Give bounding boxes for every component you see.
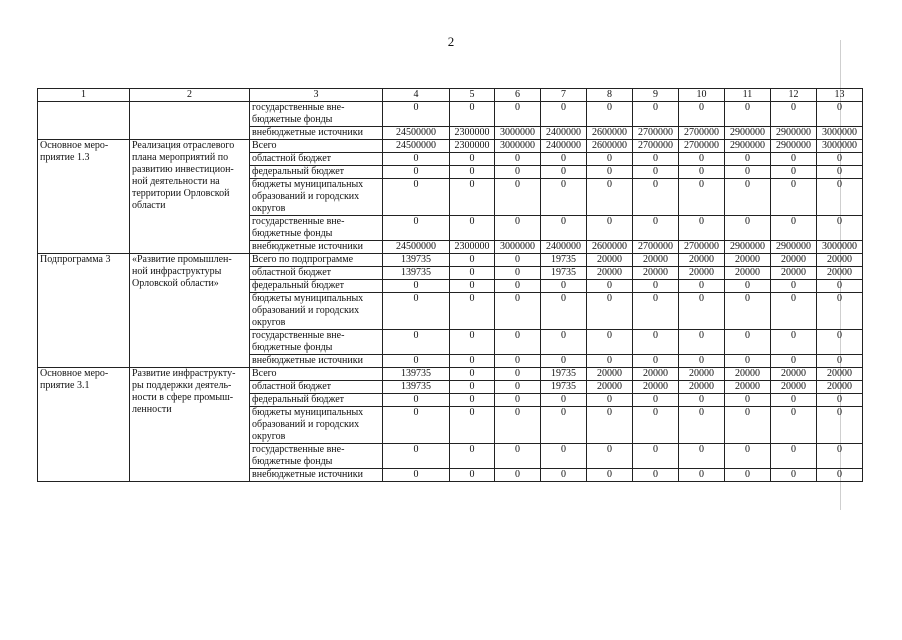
value-cell: 0 [495,407,541,444]
funding-source-cell: областной бюджет [250,267,383,280]
value-cell: 0 [771,407,817,444]
value-cell: 20000 [725,267,771,280]
value-cell: 0 [633,330,679,355]
value-cell: 0 [725,102,771,127]
value-cell: 3000000 [817,140,863,153]
value-cell: 24500000 [383,140,450,153]
value-cell: 0 [679,407,725,444]
value-cell: 0 [450,381,495,394]
value-cell: 2700000 [679,140,725,153]
value-cell: 0 [725,166,771,179]
value-cell: 0 [725,444,771,469]
activity-code-cell: Основное меро-приятие 1.3 [38,140,130,254]
value-cell: 0 [450,469,495,482]
value-cell: 0 [633,444,679,469]
value-cell: 0 [383,102,450,127]
funding-source-cell: внебюджетные источники [250,355,383,368]
value-cell: 0 [679,216,725,241]
value-cell: 0 [679,179,725,216]
budget-table [37,88,863,482]
value-cell: 0 [383,216,450,241]
funding-source-cell: федеральный бюджет [250,394,383,407]
value-cell: 0 [383,330,450,355]
value-cell: 0 [541,394,587,407]
value-cell: 0 [383,469,450,482]
value-cell: 0 [679,102,725,127]
value-cell: 0 [450,444,495,469]
value-cell: 20000 [725,254,771,267]
value-cell: 0 [633,407,679,444]
value-cell: 0 [771,179,817,216]
value-cell: 0 [450,267,495,280]
value-cell: 20000 [587,254,633,267]
value-cell: 0 [679,153,725,166]
table-row [38,102,863,127]
column-header: 3 [250,89,383,102]
value-cell: 139735 [383,368,450,381]
value-cell: 0 [679,469,725,482]
value-cell: 0 [633,179,679,216]
value-cell: 0 [633,280,679,293]
value-cell: 20000 [817,368,863,381]
value-cell: 0 [679,293,725,330]
value-cell: 0 [771,102,817,127]
value-cell: 0 [725,280,771,293]
funding-source-cell: внебюджетные источники [250,241,383,254]
value-cell: 2900000 [771,140,817,153]
value-cell: 0 [495,254,541,267]
value-cell: 0 [587,102,633,127]
value-cell: 0 [495,166,541,179]
value-cell: 24500000 [383,127,450,140]
value-cell: 0 [541,166,587,179]
value-cell: 0 [450,166,495,179]
value-cell: 0 [450,368,495,381]
column-header: 10 [679,89,725,102]
value-cell: 3000000 [495,241,541,254]
value-cell: 0 [450,102,495,127]
value-cell: 0 [450,394,495,407]
value-cell: 0 [679,355,725,368]
value-cell: 20000 [817,267,863,280]
value-cell: 0 [633,394,679,407]
value-cell: 0 [495,153,541,166]
funding-source-cell: бюджеты муниципальных образований и городских округов [250,293,383,330]
value-cell: 20000 [817,381,863,394]
value-cell: 0 [541,444,587,469]
funding-source-cell: областной бюджет [250,153,383,166]
value-cell: 0 [771,394,817,407]
value-cell: 0 [541,355,587,368]
funding-source-cell: бюджеты муниципальных образований и городских округов [250,179,383,216]
value-cell: 2900000 [725,127,771,140]
column-header: 6 [495,89,541,102]
value-cell: 0 [495,267,541,280]
value-cell: 0 [495,293,541,330]
value-cell: 0 [495,355,541,368]
column-header: 5 [450,89,495,102]
value-cell: 19735 [541,368,587,381]
value-cell: 20000 [679,368,725,381]
funding-source-cell: Всего [250,140,383,153]
value-cell: 0 [450,293,495,330]
value-cell: 20000 [633,381,679,394]
value-cell: 0 [679,444,725,469]
column-header: 11 [725,89,771,102]
value-cell: 0 [450,179,495,216]
value-cell: 0 [541,407,587,444]
value-cell: 0 [817,407,863,444]
column-header: 4 [383,89,450,102]
value-cell: 0 [541,102,587,127]
value-cell: 0 [495,469,541,482]
value-cell: 0 [383,444,450,469]
value-cell: 0 [633,166,679,179]
value-cell: 0 [450,355,495,368]
value-cell: 0 [495,381,541,394]
value-cell: 20000 [587,368,633,381]
funding-source-cell: Всего [250,368,383,381]
value-cell: 0 [679,330,725,355]
funding-source-cell: государственные вне-бюджетные фонды [250,330,383,355]
table-row [38,368,863,381]
value-cell: 0 [587,330,633,355]
value-cell: 20000 [633,267,679,280]
funding-source-cell: областной бюджет [250,381,383,394]
activity-code-cell: Подпрограмма 3 [38,254,130,368]
value-cell: 0 [495,394,541,407]
value-cell: 0 [817,444,863,469]
column-header: 13 [817,89,863,102]
value-cell: 0 [817,355,863,368]
value-cell: 0 [817,153,863,166]
value-cell: 139735 [383,381,450,394]
value-cell: 0 [725,355,771,368]
value-cell: 0 [587,293,633,330]
value-cell: 2700000 [679,127,725,140]
funding-source-cell: государственные вне-бюджетные фонды [250,444,383,469]
value-cell: 0 [817,469,863,482]
funding-source-cell: бюджеты муниципальных образований и городских округов [250,407,383,444]
value-cell: 0 [771,280,817,293]
value-cell: 0 [817,102,863,127]
value-cell: 0 [383,280,450,293]
value-cell: 0 [383,293,450,330]
value-cell: 0 [771,469,817,482]
column-header: 8 [587,89,633,102]
value-cell: 2300000 [450,127,495,140]
activity-code-cell [38,102,130,140]
value-cell: 2700000 [633,140,679,153]
funding-source-cell: внебюджетные источники [250,127,383,140]
value-cell: 3000000 [495,140,541,153]
value-cell: 0 [725,179,771,216]
value-cell: 0 [541,216,587,241]
value-cell: 0 [771,355,817,368]
value-cell: 0 [587,166,633,179]
value-cell: 0 [587,444,633,469]
column-header: 7 [541,89,587,102]
value-cell: 0 [587,355,633,368]
value-cell: 0 [633,469,679,482]
value-cell: 0 [383,166,450,179]
value-cell: 2900000 [771,127,817,140]
column-header: 2 [130,89,250,102]
value-cell: 20000 [771,368,817,381]
value-cell: 0 [725,407,771,444]
value-cell: 0 [587,469,633,482]
value-cell: 0 [633,216,679,241]
value-cell: 19735 [541,267,587,280]
value-cell: 3000000 [495,127,541,140]
value-cell: 0 [587,153,633,166]
value-cell: 0 [771,216,817,241]
value-cell: 20000 [771,267,817,280]
value-cell: 2700000 [679,241,725,254]
value-cell: 0 [587,394,633,407]
value-cell: 0 [725,330,771,355]
header-row [38,89,863,102]
value-cell: 0 [817,394,863,407]
value-cell: 0 [450,330,495,355]
value-cell: 0 [633,153,679,166]
funding-source-cell: государственные вне-бюджетные фонды [250,102,383,127]
value-cell: 3000000 [817,241,863,254]
value-cell: 0 [725,469,771,482]
value-cell: 0 [633,102,679,127]
value-cell: 2400000 [541,127,587,140]
value-cell: 3000000 [817,127,863,140]
value-cell: 0 [771,293,817,330]
value-cell: 0 [541,153,587,166]
value-cell: 20000 [679,254,725,267]
value-cell: 0 [679,394,725,407]
value-cell: 0 [587,216,633,241]
page-number: 2 [447,34,455,49]
value-cell: 2300000 [450,241,495,254]
activity-name-cell: Реализация отраслевого плана мероприятий по развитию инвестицион-ной деятельности на территории Орловской области [130,140,250,254]
value-cell: 0 [495,280,541,293]
value-cell: 0 [450,407,495,444]
value-cell: 0 [450,216,495,241]
value-cell: 0 [495,368,541,381]
value-cell: 0 [817,179,863,216]
value-cell: 0 [383,179,450,216]
value-cell: 2400000 [541,140,587,153]
value-cell: 2600000 [587,140,633,153]
activity-name-cell [130,102,250,140]
value-cell: 20000 [633,368,679,381]
value-cell: 0 [383,394,450,407]
value-cell: 0 [450,280,495,293]
value-cell: 0 [383,355,450,368]
value-cell: 0 [633,355,679,368]
funding-source-cell: Всего по подпрограмме [250,254,383,267]
value-cell: 19735 [541,381,587,394]
value-cell: 2600000 [587,241,633,254]
table-row [38,254,863,267]
value-cell: 0 [771,330,817,355]
value-cell: 0 [587,407,633,444]
value-cell: 20000 [725,381,771,394]
value-cell: 20000 [679,381,725,394]
value-cell: 0 [541,179,587,216]
value-cell: 0 [495,179,541,216]
value-cell: 2600000 [587,127,633,140]
value-cell: 20000 [587,267,633,280]
value-cell: 0 [495,216,541,241]
value-cell: 19735 [541,254,587,267]
funding-source-cell: федеральный бюджет [250,280,383,293]
value-cell: 0 [495,444,541,469]
value-cell: 0 [817,166,863,179]
value-cell: 0 [817,330,863,355]
value-cell: 0 [679,166,725,179]
value-cell: 2700000 [633,127,679,140]
value-cell: 139735 [383,254,450,267]
value-cell: 0 [725,394,771,407]
value-cell: 0 [541,293,587,330]
value-cell: 0 [450,153,495,166]
value-cell: 0 [771,153,817,166]
value-cell: 2700000 [633,241,679,254]
funding-source-cell: федеральный бюджет [250,166,383,179]
value-cell: 0 [817,280,863,293]
value-cell: 20000 [587,381,633,394]
funding-source-cell: внебюджетные источники [250,469,383,482]
value-cell: 0 [383,407,450,444]
value-cell: 0 [587,280,633,293]
value-cell: 20000 [771,381,817,394]
value-cell: 139735 [383,267,450,280]
value-cell: 0 [633,293,679,330]
value-cell: 0 [679,280,725,293]
value-cell: 0 [450,254,495,267]
value-cell: 0 [817,293,863,330]
value-cell: 2400000 [541,241,587,254]
value-cell: 2900000 [725,241,771,254]
table-row [38,140,863,153]
funding-source-cell: государственные вне-бюджетные фонды [250,216,383,241]
activity-name-cell: Развитие инфраструкту-ры поддержки деятель-ности в сфере промыш-ленности [130,368,250,482]
column-header: 12 [771,89,817,102]
value-cell: 0 [817,216,863,241]
column-header: 1 [38,89,130,102]
value-cell: 0 [495,330,541,355]
value-cell: 0 [725,153,771,166]
value-cell: 20000 [725,368,771,381]
value-cell: 0 [541,280,587,293]
value-cell: 0 [771,444,817,469]
value-cell: 0 [725,293,771,330]
value-cell: 2900000 [771,241,817,254]
value-cell: 0 [725,216,771,241]
value-cell: 20000 [771,254,817,267]
value-cell: 2300000 [450,140,495,153]
activity-code-cell: Основное меро-приятие 3.1 [38,368,130,482]
value-cell: 0 [495,102,541,127]
value-cell: 20000 [817,254,863,267]
value-cell: 20000 [633,254,679,267]
activity-name-cell: «Развитие промышлен-ной инфраструктуры Орловской области» [130,254,250,368]
value-cell: 0 [541,330,587,355]
value-cell: 24500000 [383,241,450,254]
column-header: 9 [633,89,679,102]
value-cell: 0 [587,179,633,216]
value-cell: 2900000 [725,140,771,153]
value-cell: 20000 [679,267,725,280]
value-cell: 0 [383,153,450,166]
value-cell: 0 [771,166,817,179]
value-cell: 0 [541,469,587,482]
